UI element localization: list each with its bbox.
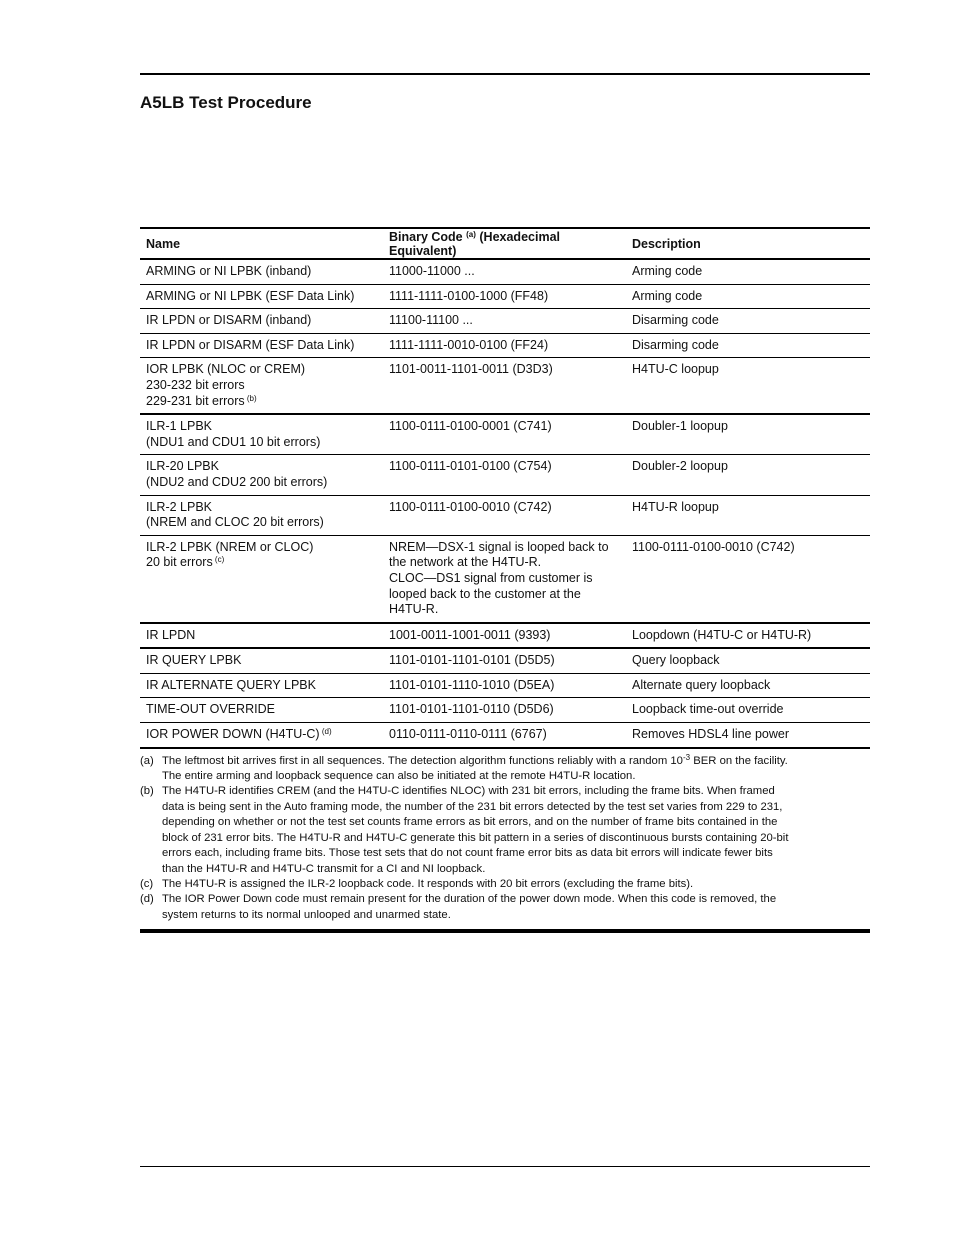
cell-description	[626, 678, 870, 694]
cell-binary-code	[383, 653, 626, 669]
cell-name-line: ILR-2 LPBK (NREM or CLOC)	[146, 539, 314, 554]
cell-name	[140, 459, 383, 490]
header-binary-code-hex: (Hexadecimal Equivalent)	[389, 229, 560, 258]
cell-binary-code	[383, 459, 626, 490]
cell-binary-code-line: 1100-0111-0100-0010 (C742)	[389, 499, 552, 514]
table-row	[140, 415, 870, 455]
cell-name	[140, 289, 383, 305]
cell-name-line: IR QUERY LPBK	[146, 653, 242, 668]
cell-binary-code-line: 1111-1111-0010-0100 (FF24)	[389, 337, 549, 352]
cell-binary-code	[383, 500, 626, 531]
cell-description	[626, 459, 870, 490]
cell-name-line: IR LPDN or DISARM (inband)	[146, 313, 312, 328]
cell-description-line: Disarming code	[632, 337, 719, 352]
cell-name-line: (NDU1 and CDU1 10 bit errors)	[146, 434, 321, 449]
cell-name-line: TIME-OUT OVERRIDE	[146, 702, 275, 717]
cell-description	[626, 653, 870, 669]
cell-binary-code-line: 1100-0111-0100-0001 (C741)	[389, 419, 552, 434]
cell-description-line: Query loopback	[632, 653, 720, 668]
footnote	[140, 877, 870, 892]
footnote-marker: (c)	[212, 555, 225, 565]
cell-description-line: Alternate query loopback	[632, 677, 771, 692]
cell-name-line: IOR LPBK (NLOC or CREM)	[146, 362, 306, 377]
cell-name-line: ILR-1 LPBK	[146, 419, 213, 434]
cell-binary-code	[383, 702, 626, 718]
cell-binary-code	[383, 362, 626, 409]
table-row	[140, 624, 870, 650]
footnote-marker: (d)	[319, 727, 332, 737]
cell-name-line: ARMING or NI LPBK (ESF Data Link)	[146, 288, 355, 303]
cell-binary-code-line: 1101-0101-1110-1010 (D5EA)	[389, 677, 555, 692]
exponent: -3	[682, 752, 691, 762]
footnote-text	[162, 754, 870, 785]
header-binary-code	[383, 230, 626, 258]
footer-rule	[140, 1166, 870, 1167]
footnote-line: errors each, including frame bits. Those test sets that do not count frame error bits as data bit errors will indicate fewer bits	[162, 847, 773, 860]
cell-description-line: Doubler-1 loopup	[632, 419, 728, 434]
cell-name	[140, 628, 383, 644]
cell-name	[140, 264, 383, 280]
cell-binary-code-line: 1101-0101-1101-0110 (D5D6)	[389, 702, 554, 717]
cell-description	[626, 264, 870, 280]
footnote-line: The H4TU-R is assigned the ILR-2 loopback code. It responds with 20 bit errors (excluding the frame bits).	[162, 877, 694, 890]
cell-description-line: Arming code	[632, 288, 703, 303]
cell-binary-code	[383, 678, 626, 694]
table-row	[140, 723, 870, 749]
cell-description	[626, 362, 870, 409]
footnote-label: (b)	[140, 785, 154, 798]
table-row	[140, 260, 870, 285]
footnote-text	[162, 892, 870, 923]
footnote-marker: (b)	[244, 393, 257, 403]
footnote-line: The H4TU-R identifies CREM (and the H4TU-C identifies NLOC) with 231 bit errors, including the frame bits. When framed	[162, 785, 775, 798]
cell-name	[140, 727, 383, 743]
cell-binary-code-line: NREM—DSX-1 signal is looped back to	[389, 539, 609, 554]
table-bottom-rule	[140, 929, 870, 933]
cell-name	[140, 540, 383, 618]
cell-description	[626, 500, 870, 531]
cell-binary-code-line: 1001-0011-1001-0011 (9393)	[389, 627, 551, 642]
cell-binary-code	[383, 540, 626, 618]
cell-binary-code	[383, 264, 626, 280]
footnote-label: (d)	[140, 893, 154, 906]
cell-binary-code-line: 1111-1111-0100-1000 (FF48)	[389, 288, 549, 303]
table-row	[140, 334, 870, 359]
table-row	[140, 649, 870, 674]
table-row	[140, 309, 870, 334]
cell-description-line: Doubler-2 loopup	[632, 459, 728, 474]
cell-binary-code	[383, 289, 626, 305]
footnote-text	[162, 784, 870, 876]
top-rule	[140, 73, 870, 75]
cell-description	[626, 289, 870, 305]
cell-binary-code-line: 1100-0111-0101-0100 (C754)	[389, 459, 552, 474]
cell-description	[626, 419, 870, 450]
cell-name	[140, 678, 383, 694]
cell-description	[626, 338, 870, 354]
cell-name-line: 229-231 bit errors $^{(b)}$	[146, 393, 257, 408]
table-row	[140, 285, 870, 310]
cell-name	[140, 362, 383, 409]
footnote	[140, 784, 870, 876]
cell-name-line: (NREM and CLOC 20 bit errors)	[146, 515, 324, 530]
cell-description	[626, 727, 870, 743]
footnote-line: The entire arming and loopback sequence can also be initiated at the remote H4TU-R location.	[162, 770, 636, 783]
footnote-line: system returns to its normal unlooped and unarmed state.	[162, 908, 451, 921]
footnote-text	[162, 877, 870, 892]
cell-name	[140, 313, 383, 329]
cell-binary-code-line: CLOC—DS1 signal from customer is	[389, 570, 593, 585]
header-name: Name	[146, 236, 181, 251]
cell-name-line: ARMING or NI LPBK (inband)	[146, 264, 312, 278]
cell-description-line: H4TU-C loopup	[632, 362, 719, 377]
cell-binary-code-line: the network at the H4TU-R.	[389, 555, 542, 570]
cell-description	[626, 540, 870, 618]
table-body	[140, 260, 870, 749]
cell-binary-code	[383, 628, 626, 644]
cell-name-line: IR LPDN	[146, 627, 196, 642]
cell-binary-code-line: H4TU-R.	[389, 602, 439, 617]
header-description: Description	[632, 236, 701, 251]
table-row	[140, 536, 870, 624]
cell-name	[140, 500, 383, 531]
loopback-code-table	[140, 227, 870, 933]
cell-binary-code	[383, 313, 626, 329]
footnote-line: block of 231 error bits. The H4TU-R and H4TU-C generate this bit pattern in a series of discontinuous bursts containing 20-bit	[162, 831, 789, 844]
table-row	[140, 358, 870, 415]
cell-description-line: 1100-0111-0100-0010 (C742)	[632, 539, 795, 554]
footnote-label: (a)	[140, 754, 154, 767]
cell-name	[140, 702, 383, 718]
footnote	[140, 892, 870, 923]
cell-description-line: H4TU-R loopup	[632, 499, 719, 514]
cell-name-line: 20 bit errors $^{(c)}$	[146, 555, 225, 570]
cell-name	[140, 653, 383, 669]
cell-name-line: IR LPDN or DISARM (ESF Data Link)	[146, 337, 355, 352]
footnote-line: depending on whether or not the test set counts frame errors as bit errors, and on the number of frame bits contained in the	[162, 816, 778, 829]
footnote	[140, 754, 870, 785]
cell-binary-code-line: looped back to the customer at the	[389, 586, 581, 601]
cell-binary-code-line: 0110-0111-0110-0111 (6767)	[389, 727, 547, 742]
table-row	[140, 674, 870, 699]
footnote-line: data is being sent in the Auto framing mode, the number of the 231 bit errors detected by the test set varies from 229 to 231,	[162, 800, 783, 813]
header-binary-code-label: Binary Code	[389, 229, 463, 244]
cell-binary-code-line: 11100-11100 ...	[389, 313, 473, 328]
cell-name	[140, 419, 383, 450]
cell-description	[626, 313, 870, 329]
cell-name-line: IR ALTERNATE QUERY LPBK	[146, 677, 316, 692]
table-row	[140, 496, 870, 536]
cell-binary-code-line: 11000-11000 ...	[389, 264, 475, 278]
cell-description-line: Removes HDSL4 line power	[632, 727, 790, 742]
cell-binary-code-line: 1101-0011-1101-0011 (D3D3)	[389, 362, 553, 377]
footnote-line: The IOR Power Down code must remain present for the duration of the power down mode. When this code is removed, the	[162, 893, 777, 906]
cell-name-line: ILR-2 LPBK	[146, 499, 213, 514]
cell-name	[140, 338, 383, 354]
cell-description-line: Loopback time-out override	[632, 702, 784, 717]
footnote-line: than the H4TU-R and H4TU-C transmit for a CI and NI loopback.	[162, 862, 486, 875]
header-binary-code-footnote: (a)	[466, 229, 476, 239]
cell-binary-code-line: 1101-0101-1101-0101 (D5D5)	[389, 653, 555, 668]
cell-name-line: (NDU2 and CDU2 200 bit errors)	[146, 474, 328, 489]
table-row	[140, 455, 870, 495]
cell-description	[626, 702, 870, 718]
table-header	[140, 229, 870, 260]
cell-description	[626, 628, 870, 644]
table-footnotes	[140, 749, 870, 923]
cell-binary-code	[383, 419, 626, 450]
cell-description-line: Disarming code	[632, 313, 719, 328]
footnote-label: (c)	[140, 877, 154, 890]
table-row	[140, 698, 870, 723]
cell-name-line: IOR POWER DOWN (H4TU-C) $^{(d)}$	[146, 727, 332, 742]
cell-description-line: Loopdown (H4TU-C or H4TU-R)	[632, 627, 812, 642]
cell-binary-code	[383, 338, 626, 354]
cell-description-line: Arming code	[632, 264, 703, 278]
section-title: A5LB Test Procedure	[140, 93, 312, 112]
cell-name-line: ILR-20 LPBK	[146, 459, 219, 474]
footnote-line: The leftmost bit arrives first in all sequences. The detection algorithm functions reliably with a random $10^{-3}$ BER on the facility.	[162, 752, 788, 767]
cell-name-line: 230-232 bit errors	[146, 377, 245, 392]
cell-binary-code	[383, 727, 626, 743]
